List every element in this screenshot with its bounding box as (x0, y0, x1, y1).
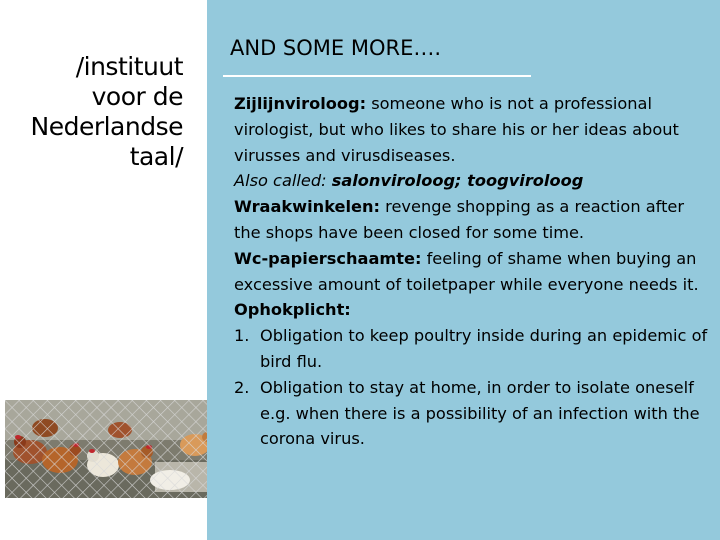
entry-definition: feeling of shame when buying an excessive amount of toiletpaper while everyone needs it. (234, 248, 699, 294)
entry-definition: revenge shopping as a reaction after the shops have been closed for some time. (234, 197, 685, 242)
entry-term: Zijlijnviroloog: (234, 94, 367, 113)
glossary-entry (234, 246, 712, 298)
definition-list (234, 323, 712, 452)
list-item (234, 375, 712, 452)
logo-line: /instituut (75, 52, 183, 81)
list-text: Obligation to keep poultry inside during an epidemic of bird flu. (260, 326, 708, 371)
chickens-photo (5, 400, 230, 498)
also-called-terms: salonviroloog; toogviroloog (331, 171, 584, 191)
logo-line: taal/ (129, 142, 183, 171)
also-called-line (234, 168, 712, 194)
title-underline (223, 75, 531, 77)
entry-definition: someone who is not a professional virologist, but who likes to share his or her ideas about virusses and virusdiseases. (234, 94, 679, 165)
entry-term: Wraakwinkelen: (234, 197, 381, 217)
list-number: 1. (234, 326, 250, 346)
entry-term: Wc-papierschaamte: (234, 248, 422, 268)
entry-term: Ophokplicht: (234, 300, 351, 320)
logo-line: voor de (91, 82, 183, 111)
list-text: Obligation to stay at home, in order to isolate oneself e.g. when there is a possibility of an infection with the corona virus. (260, 377, 700, 449)
glossary-entry (234, 91, 712, 168)
glossary-entry (234, 297, 712, 323)
list-number: 2. (234, 377, 250, 397)
slide-title: AND SOME MORE…. (230, 36, 442, 60)
glossary-entry (234, 194, 712, 246)
logo-line: Nederlandse (30, 112, 183, 141)
ivdnt-logo (31, 52, 184, 172)
glossary-content (234, 91, 712, 452)
also-called-label: Also called: (234, 171, 332, 191)
list-item (234, 323, 712, 375)
